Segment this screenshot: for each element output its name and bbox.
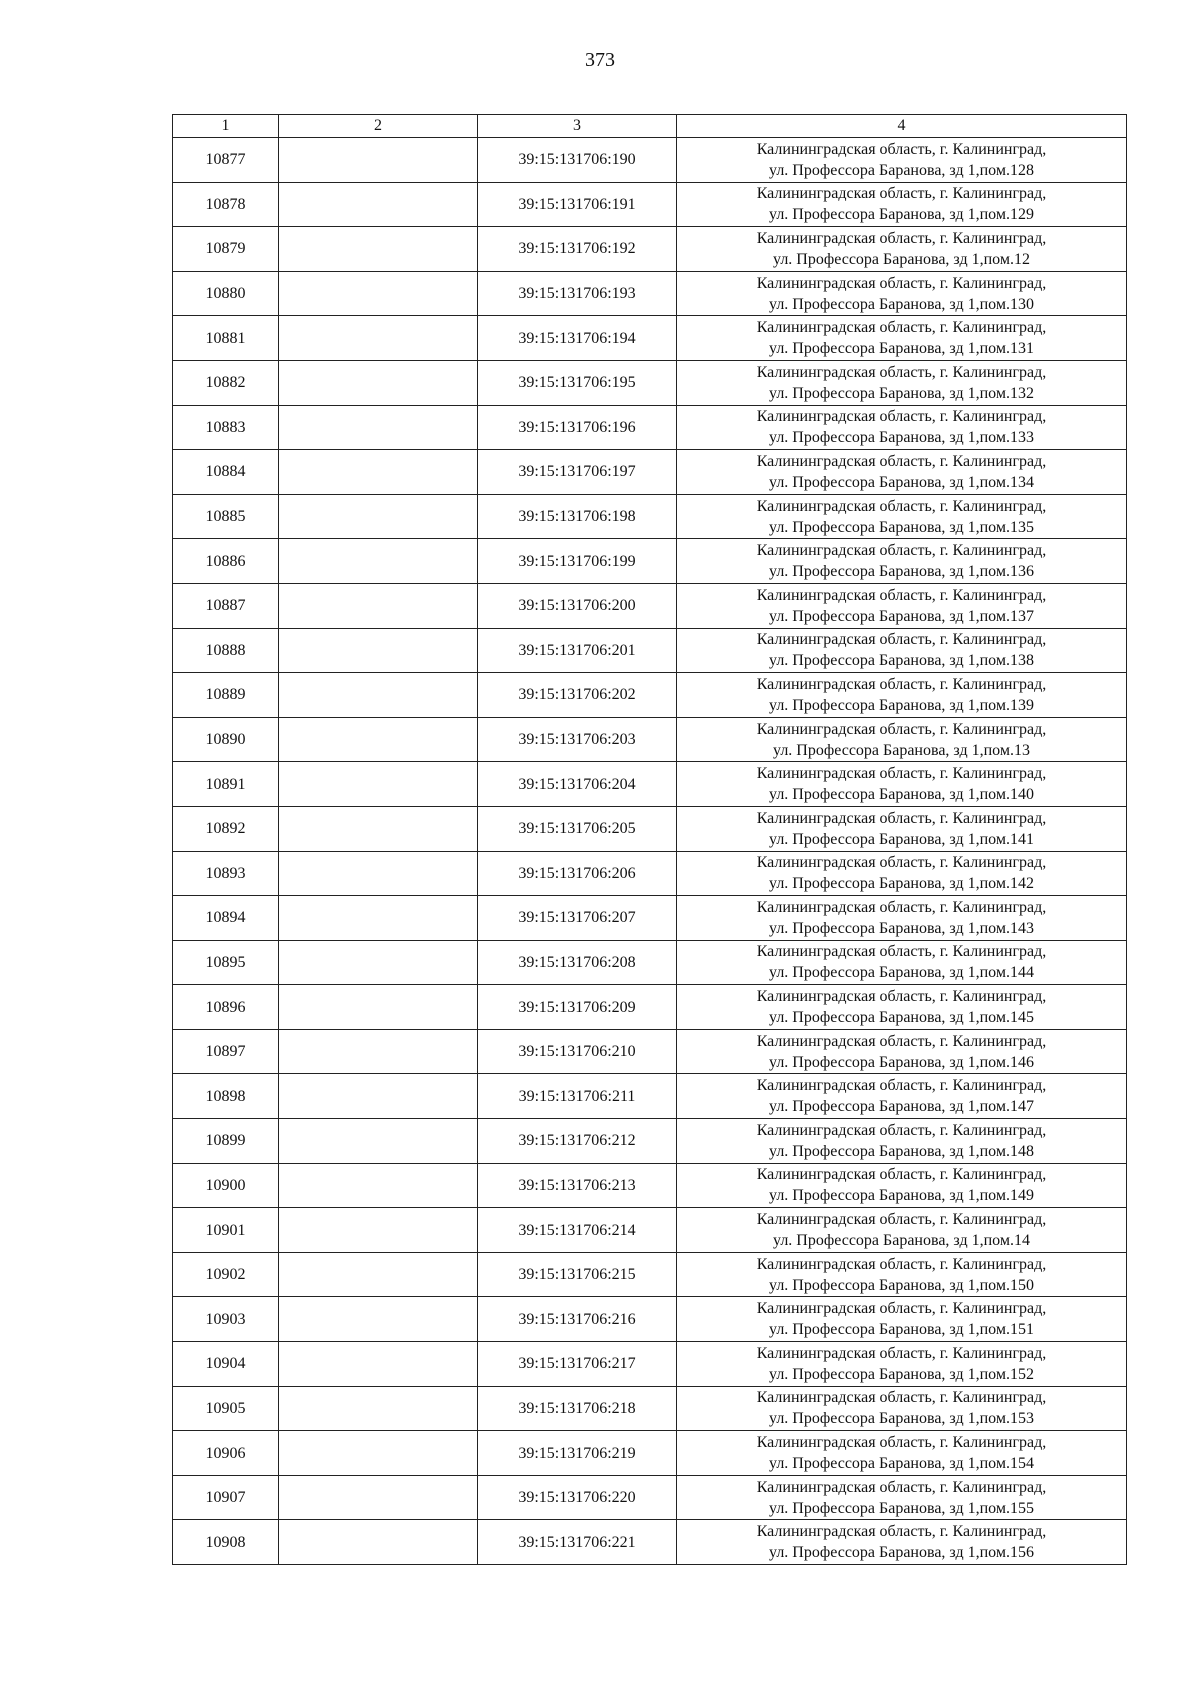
address-cell [677, 1342, 1127, 1387]
address-line-street: ул. Профессора Баранова, зд 1,пом.133 [769, 429, 1034, 447]
header-col-3: 3 [478, 115, 677, 138]
address-line-street: ул. Профессора Баранова, зд 1,пом.132 [769, 384, 1034, 402]
empty-cell [279, 138, 478, 183]
address-line-region: Калининградская область, г. Калининград, [756, 229, 1047, 247]
cadastral-number-cell: 39:15:131706:191 [478, 182, 677, 227]
address-line-region: Калининградская область, г. Калининград, [756, 1211, 1047, 1229]
address-cell [677, 806, 1127, 851]
row-number-cell: 10897 [173, 1029, 279, 1074]
address-cell [677, 1297, 1127, 1342]
empty-cell [279, 227, 478, 272]
cadastral-number-cell: 39:15:131706:210 [478, 1029, 677, 1074]
row-number-cell: 10880 [173, 271, 279, 316]
address-cell [677, 1163, 1127, 1208]
table-header [173, 115, 1127, 138]
row-number-cell: 10891 [173, 762, 279, 807]
address-line-street: ул. Профессора Баранова, зд 1,пом.143 [769, 919, 1034, 937]
row-number-cell: 10890 [173, 717, 279, 762]
empty-cell [279, 583, 478, 628]
address-line-street: ул. Профессора Баранова, зд 1,пом.146 [769, 1053, 1034, 1071]
table-row [173, 1029, 1127, 1074]
address-line-street: ул. Профессора Баранова, зд 1,пом.156 [769, 1544, 1034, 1562]
address-line-street: ул. Профессора Баранова, зд 1,пом.154 [769, 1455, 1034, 1473]
address-cell [677, 717, 1127, 762]
table-row [173, 1386, 1127, 1431]
address-line-street: ул. Профессора Баранова, зд 1,пом.153 [769, 1410, 1034, 1428]
address-cell [677, 316, 1127, 361]
table-row [173, 762, 1127, 807]
table-row [173, 985, 1127, 1030]
address-line-street: ул. Профессора Баранова, зд 1,пом.139 [769, 696, 1034, 714]
address-line-street: ул. Профессора Баранова, зд 1,пом.148 [769, 1142, 1034, 1160]
empty-cell [279, 1297, 478, 1342]
row-number-cell: 10878 [173, 182, 279, 227]
address-line-region: Калининградская область, г. Калининград, [756, 1389, 1047, 1407]
address-line-street: ул. Профессора Баранова, зд 1,пом.12 [773, 250, 1030, 268]
empty-cell [279, 806, 478, 851]
cadastral-number-cell: 39:15:131706:217 [478, 1342, 677, 1387]
address-line-street: ул. Профессора Баранова, зд 1,пом.149 [769, 1187, 1034, 1205]
cadastral-number-cell: 39:15:131706:199 [478, 539, 677, 584]
empty-cell [279, 1386, 478, 1431]
empty-cell [279, 940, 478, 985]
empty-cell [279, 717, 478, 762]
cadastral-number-cell: 39:15:131706:197 [478, 450, 677, 495]
row-number-cell: 10908 [173, 1520, 279, 1565]
empty-cell [279, 1475, 478, 1520]
empty-cell [279, 1342, 478, 1387]
table-row [173, 539, 1127, 584]
address-cell [677, 1386, 1127, 1431]
cadastral-number-cell: 39:15:131706:218 [478, 1386, 677, 1431]
empty-cell [279, 1163, 478, 1208]
address-line-region: Калининградская область, г. Калининград, [756, 1121, 1047, 1139]
cadastral-number-cell: 39:15:131706:220 [478, 1475, 677, 1520]
table-row [173, 1252, 1127, 1297]
row-number-cell: 10888 [173, 628, 279, 673]
row-number-cell: 10882 [173, 360, 279, 405]
cadastral-number-cell: 39:15:131706:219 [478, 1431, 677, 1476]
table-row [173, 1475, 1127, 1520]
empty-cell [279, 985, 478, 1030]
row-number-cell: 10898 [173, 1074, 279, 1119]
address-line-street: ул. Профессора Баранова, зд 1,пом.129 [769, 206, 1034, 224]
address-line-region: Калининградская область, г. Калининград, [756, 1166, 1047, 1184]
cadastral-number-cell: 39:15:131706:198 [478, 494, 677, 539]
table-row [173, 583, 1127, 628]
row-number-cell: 10896 [173, 985, 279, 1030]
cadastral-number-cell: 39:15:131706:202 [478, 673, 677, 718]
header-col-2: 2 [279, 115, 478, 138]
address-line-street: ул. Профессора Баранова, зд 1,пом.145 [769, 1009, 1034, 1027]
address-line-region: Калининградская область, г. Калининград, [756, 1523, 1047, 1541]
address-line-street: ул. Профессора Баранова, зд 1,пом.130 [769, 295, 1034, 313]
table-row [173, 450, 1127, 495]
address-cell [677, 138, 1127, 183]
empty-cell [279, 896, 478, 941]
table-row [173, 405, 1127, 450]
address-line-region: Калининградская область, г. Калининград, [756, 1300, 1047, 1318]
table-row [173, 940, 1127, 985]
empty-cell [279, 1208, 478, 1253]
address-line-street: ул. Профессора Баранова, зд 1,пом.140 [769, 786, 1034, 804]
empty-cell [279, 1029, 478, 1074]
cadastral-number-cell: 39:15:131706:211 [478, 1074, 677, 1119]
table-row [173, 182, 1127, 227]
address-cell [677, 1431, 1127, 1476]
address-line-region: Калининградская область, г. Калининград, [756, 809, 1047, 827]
cadastral-number-cell: 39:15:131706:214 [478, 1208, 677, 1253]
address-line-region: Калининградская область, г. Калининград, [756, 452, 1047, 470]
table-row [173, 271, 1127, 316]
header-col-1: 1 [173, 115, 279, 138]
empty-cell [279, 360, 478, 405]
table-row [173, 628, 1127, 673]
address-line-street: ул. Профессора Баранова, зд 1,пом.136 [769, 563, 1034, 581]
cadastral-number-cell: 39:15:131706:207 [478, 896, 677, 941]
address-line-street: ул. Профессора Баранова, зд 1,пом.131 [769, 340, 1034, 358]
address-line-region: Калининградская область, г. Калининград, [756, 988, 1047, 1006]
row-number-cell: 10889 [173, 673, 279, 718]
address-line-street: ул. Профессора Баранова, зд 1,пом.150 [769, 1276, 1034, 1294]
address-line-region: Калининградская область, г. Калининград, [756, 1434, 1047, 1452]
address-cell [677, 673, 1127, 718]
row-number-cell: 10906 [173, 1431, 279, 1476]
table-row [173, 673, 1127, 718]
table-row [173, 851, 1127, 896]
cadastral-number-cell: 39:15:131706:192 [478, 227, 677, 272]
cadastral-number-cell: 39:15:131706:215 [478, 1252, 677, 1297]
empty-cell [279, 1431, 478, 1476]
row-number-cell: 10907 [173, 1475, 279, 1520]
address-cell [677, 494, 1127, 539]
row-number-cell: 10903 [173, 1297, 279, 1342]
table-row [173, 717, 1127, 762]
cadastral-number-cell: 39:15:131706:208 [478, 940, 677, 985]
row-number-cell: 10887 [173, 583, 279, 628]
register-table [172, 114, 1127, 1565]
cadastral-number-cell: 39:15:131706:205 [478, 806, 677, 851]
row-number-cell: 10895 [173, 940, 279, 985]
address-line-region: Калининградская область, г. Калининград, [756, 1255, 1047, 1273]
address-line-street: ул. Профессора Баранова, зд 1,пом.137 [769, 607, 1034, 625]
empty-cell [279, 405, 478, 450]
table-row [173, 360, 1127, 405]
address-line-street: ул. Профессора Баранова, зд 1,пом.151 [769, 1321, 1034, 1339]
address-cell [677, 1029, 1127, 1074]
table-row [173, 1119, 1127, 1164]
address-line-region: Калининградская область, г. Калининград, [756, 1032, 1047, 1050]
address-line-region: Калининградская область, г. Калининград, [756, 185, 1047, 203]
address-line-region: Калининградская область, г. Калининград, [756, 943, 1047, 961]
address-cell [677, 450, 1127, 495]
address-line-street: ул. Профессора Баранова, зд 1,пом.155 [769, 1499, 1034, 1517]
empty-cell [279, 1252, 478, 1297]
header-row [173, 115, 1127, 138]
cadastral-number-cell: 39:15:131706:213 [478, 1163, 677, 1208]
address-line-street: ул. Профессора Баранова, зд 1,пом.141 [769, 830, 1034, 848]
row-number-cell: 10892 [173, 806, 279, 851]
address-line-region: Калининградская область, г. Калининград, [756, 274, 1047, 292]
cadastral-number-cell: 39:15:131706:212 [478, 1119, 677, 1164]
address-line-region: Калининградская область, г. Калининград, [756, 765, 1047, 783]
address-line-street: ул. Профессора Баранова, зд 1,пом.138 [769, 652, 1034, 670]
row-number-cell: 10884 [173, 450, 279, 495]
address-cell [677, 1475, 1127, 1520]
table-row [173, 896, 1127, 941]
cadastral-number-cell: 39:15:131706:221 [478, 1520, 677, 1565]
address-cell [677, 940, 1127, 985]
row-number-cell: 10894 [173, 896, 279, 941]
address-cell [677, 1208, 1127, 1253]
address-line-region: Калининградская область, г. Калининград, [756, 1077, 1047, 1095]
empty-cell [279, 851, 478, 896]
table-row [173, 806, 1127, 851]
address-line-region: Калининградская область, г. Калининград, [756, 319, 1047, 337]
header-col-4: 4 [677, 115, 1127, 138]
address-cell [677, 1074, 1127, 1119]
cadastral-number-cell: 39:15:131706:195 [478, 360, 677, 405]
table-row [173, 1342, 1127, 1387]
empty-cell [279, 1119, 478, 1164]
cadastral-number-cell: 39:15:131706:203 [478, 717, 677, 762]
address-cell [677, 539, 1127, 584]
empty-cell [279, 316, 478, 361]
address-line-street: ул. Профессора Баранова, зд 1,пом.142 [769, 875, 1034, 893]
empty-cell [279, 762, 478, 807]
table-row [173, 1208, 1127, 1253]
table-row [173, 227, 1127, 272]
address-line-street: ул. Профессора Баранова, зд 1,пом.14 [773, 1232, 1030, 1250]
empty-cell [279, 628, 478, 673]
table-row [173, 1163, 1127, 1208]
table-row [173, 1297, 1127, 1342]
address-line-region: Калининградская область, г. Калининград, [756, 720, 1047, 738]
address-cell [677, 1520, 1127, 1565]
address-line-street: ул. Профессора Баранова, зд 1,пом.147 [769, 1098, 1034, 1116]
table-row [173, 494, 1127, 539]
address-line-region: Калининградская область, г. Калининград, [756, 675, 1047, 693]
row-number-cell: 10893 [173, 851, 279, 896]
address-cell [677, 1252, 1127, 1297]
empty-cell [279, 1074, 478, 1119]
row-number-cell: 10900 [173, 1163, 279, 1208]
cadastral-number-cell: 39:15:131706:190 [478, 138, 677, 183]
cadastral-number-cell: 39:15:131706:216 [478, 1297, 677, 1342]
address-cell [677, 985, 1127, 1030]
row-number-cell: 10905 [173, 1386, 279, 1431]
address-line-region: Калининградская область, г. Калининград, [756, 586, 1047, 604]
empty-cell [279, 182, 478, 227]
address-cell [677, 360, 1127, 405]
cadastral-number-cell: 39:15:131706:204 [478, 762, 677, 807]
page-number: 373 [585, 49, 615, 71]
address-line-region: Калининградская область, г. Калининград, [756, 363, 1047, 381]
table-row [173, 1074, 1127, 1119]
row-number-cell: 10886 [173, 539, 279, 584]
address-cell [677, 1119, 1127, 1164]
row-number-cell: 10881 [173, 316, 279, 361]
address-line-street: ул. Профессора Баранова, зд 1,пом.144 [769, 964, 1034, 982]
table-body [173, 138, 1127, 1565]
cadastral-number-cell: 39:15:131706:194 [478, 316, 677, 361]
address-line-region: Калининградская область, г. Калининград, [756, 1478, 1047, 1496]
cadastral-number-cell: 39:15:131706:193 [478, 271, 677, 316]
table-row [173, 138, 1127, 183]
address-line-region: Калининградская область, г. Калининград, [756, 542, 1047, 560]
address-line-region: Калининградская область, г. Калининград, [756, 140, 1047, 158]
cadastral-number-cell: 39:15:131706:200 [478, 583, 677, 628]
cadastral-number-cell: 39:15:131706:201 [478, 628, 677, 673]
address-line-street: ул. Профессора Баранова, зд 1,пом.128 [769, 161, 1034, 179]
address-cell [677, 227, 1127, 272]
row-number-cell: 10904 [173, 1342, 279, 1387]
address-line-region: Калининградская область, г. Калининград, [756, 854, 1047, 872]
cadastral-number-cell: 39:15:131706:196 [478, 405, 677, 450]
address-cell [677, 628, 1127, 673]
address-cell [677, 851, 1127, 896]
cadastral-number-cell: 39:15:131706:209 [478, 985, 677, 1030]
address-line-region: Калининградская область, г. Калининград, [756, 497, 1047, 515]
address-cell [677, 182, 1127, 227]
empty-cell [279, 494, 478, 539]
table-row [173, 1431, 1127, 1476]
empty-cell [279, 450, 478, 495]
address-cell [677, 583, 1127, 628]
table-row [173, 1520, 1127, 1565]
cadastral-number-cell: 39:15:131706:206 [478, 851, 677, 896]
empty-cell [279, 539, 478, 584]
row-number-cell: 10883 [173, 405, 279, 450]
address-line-street: ул. Профессора Баранова, зд 1,пом.134 [769, 473, 1034, 491]
address-cell [677, 405, 1127, 450]
address-line-street: ул. Профессора Баранова, зд 1,пом.13 [773, 741, 1030, 759]
address-cell [677, 271, 1127, 316]
empty-cell [279, 1520, 478, 1565]
table-row [173, 316, 1127, 361]
row-number-cell: 10899 [173, 1119, 279, 1164]
row-number-cell: 10877 [173, 138, 279, 183]
address-line-region: Калининградская область, г. Калининград, [756, 1344, 1047, 1362]
address-line-region: Калининградская область, г. Калининград, [756, 408, 1047, 426]
row-number-cell: 10879 [173, 227, 279, 272]
empty-cell [279, 271, 478, 316]
address-line-street: ул. Профессора Баранова, зд 1,пом.152 [769, 1365, 1034, 1383]
row-number-cell: 10885 [173, 494, 279, 539]
address-line-region: Калининградская область, г. Калининград, [756, 631, 1047, 649]
address-line-street: ул. Профессора Баранова, зд 1,пом.135 [769, 518, 1034, 536]
address-line-region: Калининградская область, г. Калининград, [756, 898, 1047, 916]
empty-cell [279, 673, 478, 718]
row-number-cell: 10902 [173, 1252, 279, 1297]
address-cell [677, 896, 1127, 941]
address-cell [677, 762, 1127, 807]
row-number-cell: 10901 [173, 1208, 279, 1253]
